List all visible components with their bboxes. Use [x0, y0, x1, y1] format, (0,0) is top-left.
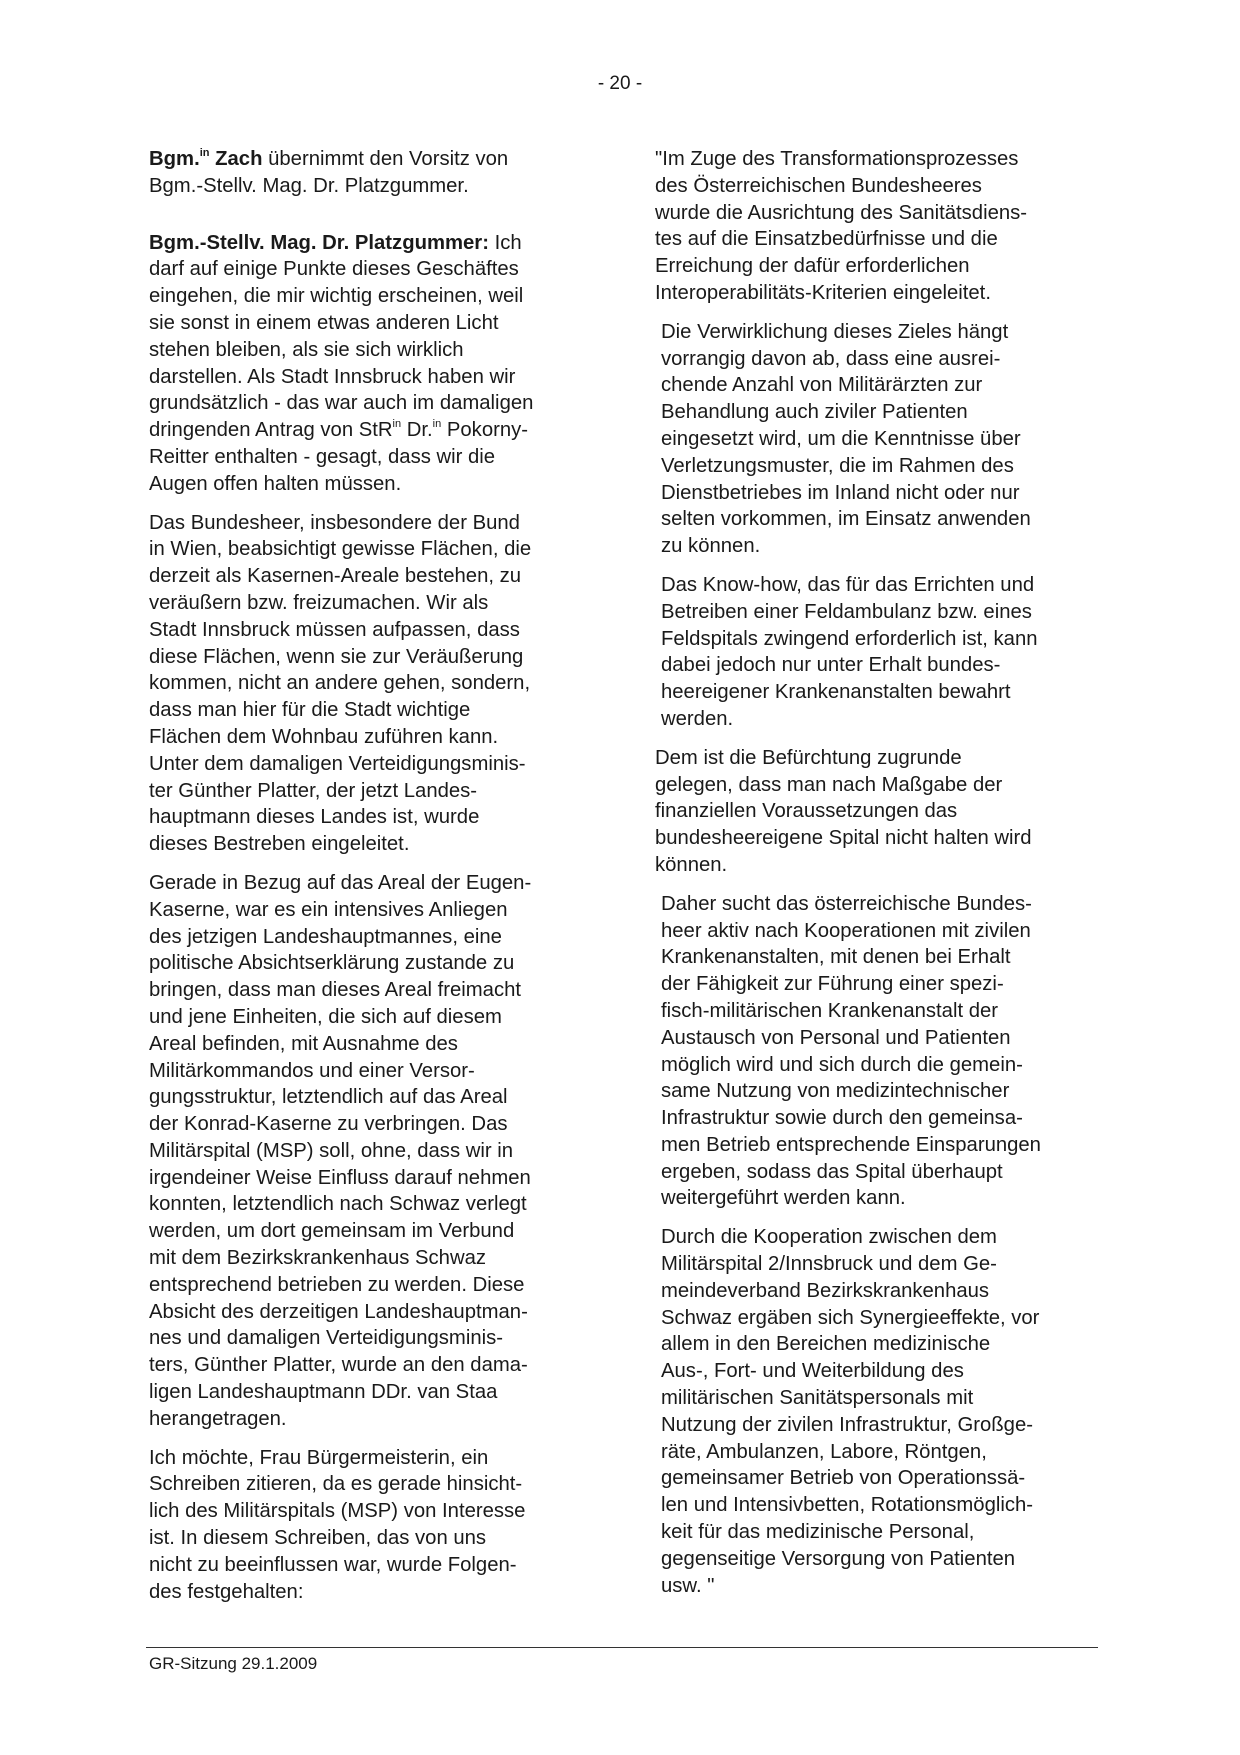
text-line: wurde die Ausrichtung des Sanitätsdiens- — [655, 201, 1028, 224]
paragraph — [655, 745, 1115, 879]
text-line: dringenden Antrag von StR$^{in}$ Dr.$^{in}$ Pokorny- — [149, 418, 529, 442]
text-line: usw. " — [661, 1574, 715, 1597]
text-line: Feldspitals zwingend erforderlich ist, kann — [661, 627, 1038, 650]
paragraph — [655, 891, 1115, 1213]
text-line: nes und damaligen Verteidigungsminis- — [149, 1327, 504, 1350]
text-line: Austausch von Personal und Patienten — [661, 1026, 1011, 1049]
text-line: der Fähigkeit zur Führung einer spezi- — [661, 973, 1004, 996]
text-line: Verletzungsmuster, die im Rahmen des — [661, 454, 1014, 477]
text-line: Durch die Kooperation zwischen dem — [661, 1226, 997, 1249]
text-line: möglich wird und sich durch die gemein- — [661, 1053, 1023, 1076]
chair-note-line: Bgm.$^{in}$ Zach übernimmt den Vorsitz von — [149, 147, 509, 170]
text-line: len und Intensivbetten, Rotationsmöglich- — [661, 1494, 1034, 1517]
text-line: keit für das medizinische Personal, — [661, 1521, 975, 1544]
text-line: bringen, dass man dieses Areal freimacht — [149, 979, 522, 1002]
text-line: gemeinsamer Betrieb von Operationssä- — [661, 1467, 1026, 1490]
text-line: Infrastruktur sowie durch den gemeinsa- — [661, 1107, 1023, 1130]
text-line: stehen bleiben, als sie sich wirklich — [149, 338, 464, 361]
text-line: und jene Einheiten, die sich auf diesem — [149, 1005, 502, 1028]
text-line: Ich möchte, Frau Bürgermeisterin, ein — [149, 1446, 489, 1469]
text-line: same Nutzung von medizintechnischer — [661, 1080, 1010, 1103]
text-line: darstellen. Als Stadt Innsbruck haben wir — [149, 365, 516, 388]
text-line: Aus-, Fort- und Weiterbildung des — [661, 1360, 964, 1383]
text-line: Interoperabilitäts-Kriterien eingeleitet. — [655, 281, 991, 304]
page-number: - 20 - — [597, 73, 643, 94]
text-line: gegenseitige Versorgung von Patienten — [661, 1547, 1016, 1570]
text-line: der Konrad-Kaserne zu verbringen. Das — [149, 1113, 508, 1136]
text-line: Militärkommandos und einer Versor- — [149, 1059, 475, 1082]
text-line: Bgm.-Stellv. Mag. Dr. Platzgummer: Ich — [149, 231, 522, 254]
text-line: ligen Landeshauptmann DDr. van Staa — [149, 1381, 498, 1404]
text-line: weitergeführt werden kann. — [661, 1187, 906, 1210]
text-line: sie sonst in einem etwas anderen Licht — [149, 311, 499, 334]
paragraph — [149, 510, 599, 858]
text-line: Erreichung der dafür erforderlichen — [655, 255, 970, 278]
text-line: dieses Bestreben eingeleitet. — [149, 833, 410, 856]
text-line: des festgehalten: — [149, 1580, 304, 1603]
text-line: werden. — [661, 707, 734, 730]
text-line: Betreiben einer Feldambulanz bzw. eines — [661, 600, 1032, 623]
text-line: mit dem Bezirkskrankenhaus Schwaz — [149, 1247, 487, 1270]
text-line: Unter dem damaligen Verteidigungsminis- — [149, 752, 526, 775]
text-line: Daher sucht das österreichische Bundes- — [661, 892, 1032, 915]
text-line: ergeben, sodass das Spital überhaupt — [661, 1160, 1003, 1183]
right-column — [655, 146, 1115, 1599]
text-line: heereigener Krankenanstalten bewahrt — [661, 681, 1011, 704]
text-line: "Im Zuge des Transformationsprozesses — [655, 148, 1019, 170]
text-line: werden, um dort gemeinsam im Verbund — [149, 1220, 515, 1243]
text-line: politische Absichtserklärung zustande zu — [149, 952, 515, 975]
text-line: Dem ist die Befürchtung zugrunde — [655, 746, 962, 769]
text-line: ist. In diesem Schreiben, das von uns — [149, 1527, 487, 1550]
text-line: selten vorkommen, im Einsatz anwenden — [661, 508, 1031, 531]
text-line: ters, Günther Platter, wurde an den dama- — [149, 1354, 528, 1377]
text-line: veräußern bzw. freizumachen. Wir als — [149, 591, 489, 614]
quoted-letter — [655, 146, 1115, 1599]
left-column — [149, 146, 599, 1605]
text-line: des jetzigen Landeshauptmannes, eine — [149, 925, 502, 948]
text-line: Kaserne, war es ein intensives Anliegen — [149, 898, 508, 921]
text-line: können. — [655, 853, 728, 876]
text-line: Militärspital (MSP) soll, ohne, dass wir in — [149, 1139, 514, 1162]
text-line: kommen, nicht an andere gehen, sondern, — [149, 672, 531, 695]
text-line: Nutzung der zivilen Infrastruktur, Großge- — [661, 1413, 1033, 1436]
paragraph — [149, 1445, 599, 1606]
text-line: Schwaz ergäben sich Synergieeffekte, vor — [661, 1306, 1040, 1329]
text-line: Areal befinden, mit Ausnahme des — [149, 1032, 458, 1055]
text-line: Militärspital 2/Innsbruck und dem Ge- — [661, 1253, 997, 1276]
text-line: räte, Ambulanzen, Labore, Röntgen, — [661, 1440, 987, 1463]
text-line: militärischen Sanitätspersonals mit — [661, 1387, 974, 1410]
paragraph — [655, 572, 1115, 733]
text-line: Behandlung auch ziviler Patienten — [661, 401, 968, 424]
text-line: bundesheereigene Spital nicht halten wird — [655, 827, 1032, 850]
text-line: men Betrieb entsprechende Einsparungen — [661, 1133, 1041, 1156]
text-line: ter Günther Platter, der jetzt Landes- — [149, 779, 478, 802]
text-line: Gerade in Bezug auf das Areal der Eugen- — [149, 871, 532, 894]
text-line: hauptmann dieses Landes ist, wurde — [149, 806, 480, 829]
paragraph — [149, 230, 599, 498]
speech — [149, 230, 599, 1606]
text-line: Flächen dem Wohnbau zuführen kann. — [149, 725, 499, 748]
text-line: Augen offen halten müssen. — [149, 472, 402, 495]
text-line: eingehen, die mir wichtig erscheinen, weil — [149, 285, 524, 308]
text-line: lich des Militärspitals (MSP) von Interesse — [149, 1500, 526, 1523]
text-line: chende Anzahl von Militärärzten zur — [661, 374, 983, 397]
text-line: vorrangig davon ab, dass eine ausrei- — [661, 347, 1001, 370]
text-line: entsprechend betrieben zu werden. Diese — [149, 1273, 525, 1296]
text-line: Das Know-how, das für das Errichten und — [661, 573, 1035, 596]
text-line: grundsätzlich - das war auch im damaligen — [149, 392, 534, 415]
text-line: Schreiben zitieren, da es gerade hinsicht- — [149, 1473, 523, 1496]
paragraph — [655, 319, 1115, 560]
text-line: nicht zu beeinflussen war, wurde Folgen- — [149, 1553, 517, 1576]
text-line: diese Flächen, wenn sie zur Veräußerung — [149, 645, 524, 668]
chair-note-line: Bgm.-Stellv. Mag. Dr. Platzgummer. — [149, 174, 469, 197]
text-line: Dienstbetriebes im Inland nicht oder nur — [661, 481, 1020, 504]
text-line: in Wien, beabsichtigt gewisse Flächen, die — [149, 538, 532, 561]
paragraph — [655, 146, 1115, 307]
text-line: des Österreichischen Bundesheeres — [655, 174, 982, 197]
text-line: meindeverband Bezirkskrankenhaus — [661, 1279, 990, 1302]
footer-session-date: GR-Sitzung 29.1.2009 — [149, 1654, 318, 1673]
text-line: konnten, letztendlich nach Schwaz verlegt — [149, 1193, 527, 1216]
text-line: Krankenanstalten, mit denen bei Erhalt — [661, 946, 1011, 969]
text-line: irgendeiner Weise Einfluss darauf nehmen — [149, 1166, 531, 1189]
text-line: Das Bundesheer, insbesondere der Bund — [149, 511, 520, 534]
text-line: allem in den Bereichen medizinische — [661, 1333, 991, 1356]
text-line: gelegen, dass man nach Maßgabe der — [655, 773, 1003, 796]
text-line: Die Verwirklichung dieses Zieles hängt — [661, 320, 1009, 343]
text-line: Stadt Innsbruck müssen aufpassen, dass — [149, 618, 520, 641]
text-line: darf auf einige Punkte dieses Geschäftes — [149, 258, 519, 281]
text-line: eingesetzt wird, um die Kenntnisse über — [661, 427, 1021, 450]
chair-note — [149, 146, 599, 200]
text-line: tes auf die Einsatzbedürfnisse und die — [655, 228, 998, 251]
text-line: derzeit als Kasernen-Areale bestehen, zu — [149, 565, 522, 588]
text-line: zu können. — [661, 535, 761, 558]
text-line: Reitter enthalten - gesagt, dass wir die — [149, 445, 496, 468]
paragraph — [149, 870, 599, 1433]
paragraph — [655, 1224, 1115, 1599]
text-line: dass man hier für die Stadt wichtige — [149, 699, 471, 722]
text-line: dabei jedoch nur unter Erhalt bundes- — [661, 654, 1001, 677]
text-line: fisch-militärischen Krankenanstalt der — [661, 999, 999, 1022]
text-line: finanziellen Voraussetzungen das — [655, 800, 958, 823]
text-line: herangetragen. — [149, 1407, 287, 1430]
footer-rule — [146, 1647, 1098, 1648]
text-line: gungsstruktur, letztendlich auf das Areal — [149, 1086, 508, 1109]
text-line: heer aktiv nach Kooperationen mit zivilen — [661, 919, 1031, 942]
text-line: Absicht des derzeitigen Landeshauptman- — [149, 1300, 528, 1323]
